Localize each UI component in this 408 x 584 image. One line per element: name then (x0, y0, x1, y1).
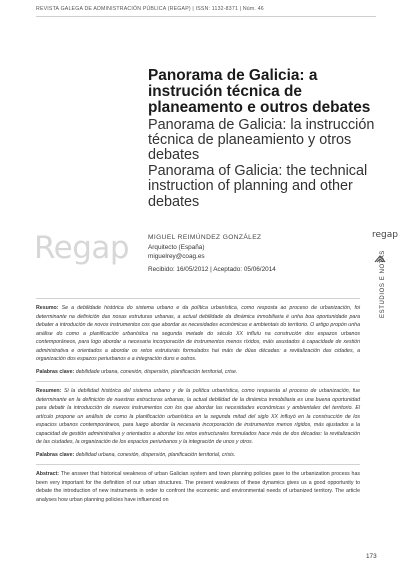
abstract-text: The answer that historical weakness of urban Galician system and town planning policies gave to the urbanization process has been very important for the definition of our urban structures. The present weakness of these dynamics gives us a good opportunity to debate the introduction of new instruments in order to confront the economic and environmental needs of urbanized territory. The article analyses how urban planning policies have influenced on (36, 471, 360, 503)
title-block (148, 68, 378, 210)
regap-side-logo: regap (372, 230, 398, 240)
section-label: ESTUDIOS E NOTAS (380, 250, 386, 318)
palabras-chave (36, 368, 360, 377)
resumo-text: Se a debilidade histórica do sistema urbano e da política urbanística, como resposta ao proceso de urbanización, foi determinante na definición das nosas estruturas urbanas, a actual debilidade da dinámica inmobiliaria é unha boa oportunidade para debater a introdución de novos instrumentos cos que abordar as necesidades económicas e ambientais do territorio. O artigo propón unha análise do como a planificación urbanística na segunda metade do século XX influíu na construción dos espazos urbanos contemporáneos, para logo abordar a necesaria incorporación de instrumentos menos ríxidos, máis axustados á capacidade de xestión administrativa e orientados a abordar os retos estruturais formulados hai máis de dúas décadas: a revitalización das cidades, a organización dos espazos periurbanos e a integración duns e outros. (36, 305, 360, 362)
title-spanish: Panorama de Galicia: la instrucción técnica de planeamiento y otros debates (148, 116, 375, 164)
palabras-clave (36, 451, 360, 460)
resumen-paragraph (36, 387, 360, 447)
palabras-chave-label: Palabras clave: (36, 368, 75, 375)
abstract-block (36, 298, 360, 508)
author-name: MIGUEL REIMÚNDEZ GONZÁLEZ (148, 234, 262, 241)
page-number: 173 (366, 553, 377, 560)
abstract-paragraph (36, 470, 360, 504)
author-affiliation: Arquitecto (España) (148, 243, 205, 251)
regap-logo-watermark: Regap (34, 230, 130, 266)
resumen-label: Resumen: (36, 388, 62, 394)
divider (36, 464, 360, 465)
journal-header: REVISTA GALEGA DE ADMINISTRACIÓN PÚBLICA (REGAP) | ISSN: 1132-8371 | Núm. 46 (36, 6, 264, 12)
resumo-paragraph (36, 304, 360, 364)
resumen-text: Si la debilidad histórica del sistema urbano y de la política urbanística, como respuesta al proceso de urbanización, fue determinante en la definición de nuestras estructuras urbanas, la actual debilidad de la dinámica inmobiliaria es una buena oportunidad para debatir la introducción de nuevos instrumentos con los que abordar las necesidades económicas y ambientales del territorio. El artículo propone un análisis de como la planificación urbanística en la segunda mitad del siglo XX influyó en la construcción de los espacios urbanos contemporáneos, para luego abordar la necesaria incorporación de instrumentos menos rígidos, más ajustados a la capacidad de gestión administrativa y orientados a abordar los retos estructurales formulados hace más de dos décadas: la revitalización de las ciudades, la organización de los espacios periurbanos y la integración de unos y otros. (36, 388, 360, 445)
palabras-chave-text: debilidade urbana, conexión, dispersión, planificación territorial, crise. (75, 368, 238, 375)
palabras-clave-label: Palabras clave: (36, 451, 75, 458)
palabras-clave-text: debilidad urbana, conexión, dispersión, planificación territorial, crisis. (75, 451, 236, 458)
divider (36, 381, 360, 382)
submission-dates: Recibido: 16/05/2012 | Aceptado: 05/06/2014 (148, 265, 276, 273)
title-english: Panorama of Galicia: the technical instruction of planning and other debates (148, 162, 368, 210)
abstract-label: Abstract: (36, 471, 60, 477)
resumo-label: Resumo: (36, 305, 59, 311)
divider (36, 298, 360, 299)
title-galician: Panorama de Galicia: a instrución técnica de planeamento e outros debates (148, 67, 371, 117)
author-block (148, 233, 378, 274)
author-email[interactable]: miguelrey@coag.es (148, 253, 205, 261)
header-divider (36, 16, 376, 17)
